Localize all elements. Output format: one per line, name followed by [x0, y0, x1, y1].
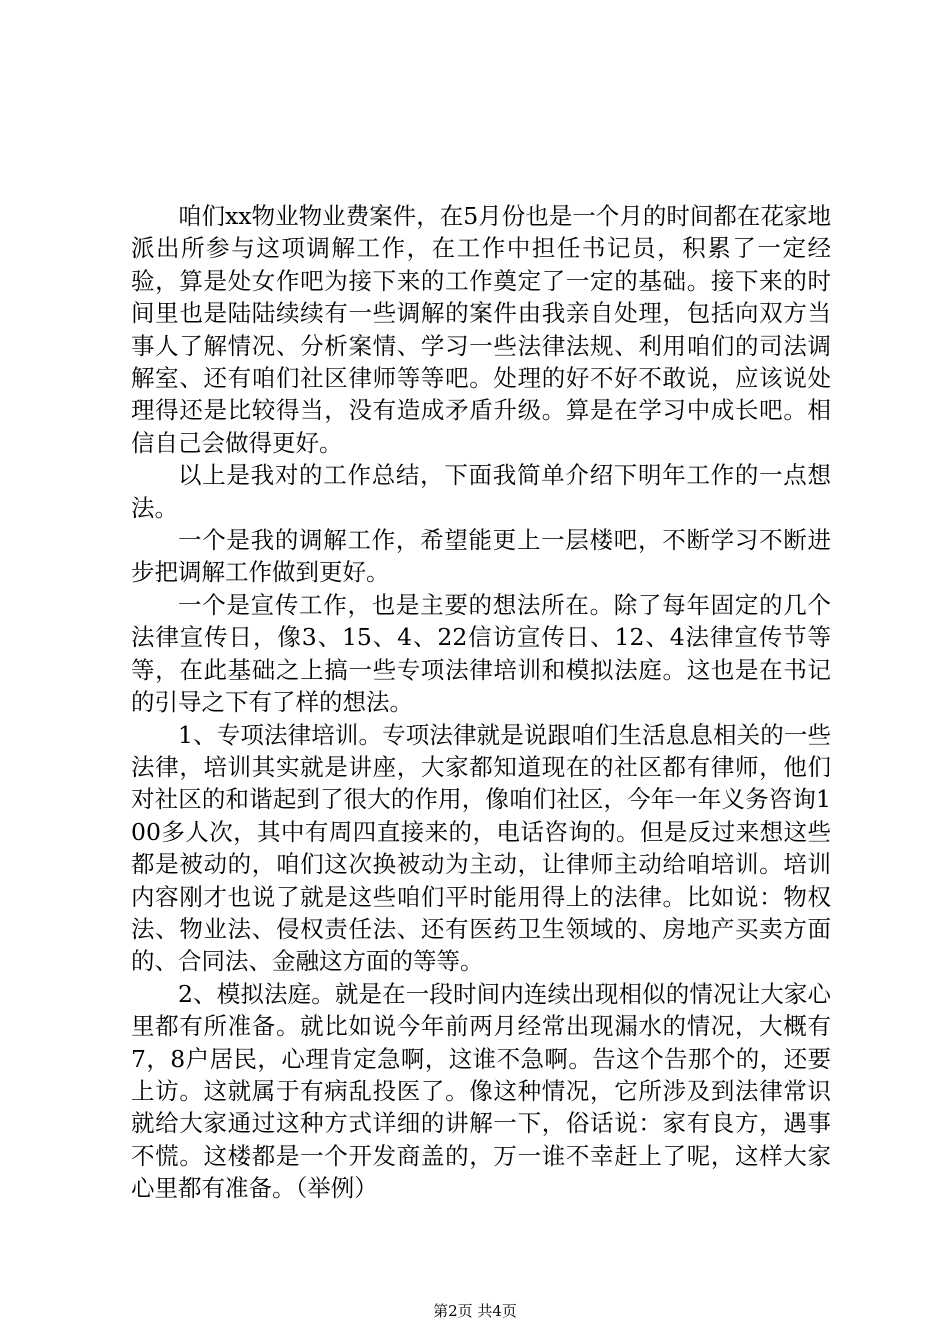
paragraph-legal-training: 1、专项法律培训。专项法律就是说跟咱们生活息息相关的一些法律，培训其实就是讲座，大家都知道现在的社区都有律师，他们对社区的和谐起到了很大的作用，像咱们社区，今年一年义务咨询100多人次，其中有周四直接来的，电话咨询的。但是反过来想这些都是被动的，咱们这次换被动为主动，让律师主动给咱培训。培训内容刚才也说了就是这些咱们平时能用得上的法律。比如说：物权法、物业法、侵权责任法、还有医药卫生领域的、房地产买卖方面的、合同法、金融这方面的等等。 — [131, 720, 831, 976]
paragraph-case-summary: 咱们xx物业物业费案件，在5月份也是一个月的时间都在花家地派出所参与这项调解工作，在工作中担任书记员，积累了一定经验，算是处女作吧为接下来的工作奠定了一定的基础。接下来的时间里也是陆陆续续有一些调解的案件由我亲自处理，包括向双方当事人了解情况、分析案情、学习一些法律法规、利用咱们的司法调解室、还有咱们社区律师等等吧。处理的好不好不敢说，应该说处理得还是比较得当，没有造成矛盾升级。算是在学习中成长吧。相信自己会做得更好。 — [131, 202, 831, 457]
page-footer: 第2页 共4页 — [433, 1302, 517, 1320]
document-body — [131, 200, 831, 1205]
paragraph-mock-court: 2、模拟法庭。就是在一段时间内连续出现相似的情况让大家心里都有所准备。就比如说今年前两月经常出现漏水的情况，大概有7，8户居民，心理肯定急啊，这谁不急啊。告这个告那个的，还要上访。这就属于有病乱投医了。像这种情况，它所涉及到法律常识就给大家通过这种方式详细的讲解一下，俗话说：家有良方，遇事不慌。这楼都是一个开发商盖的，万一谁不幸赶上了呢，这样大家心里都有准备。（举例） — [131, 979, 831, 1203]
paragraph-mediation-plan: 一个是我的调解工作，希望能更上一层楼吧，不断学习不断进步把调解工作做到更好。 — [131, 526, 831, 587]
paragraph-publicity-plan: 一个是宣传工作，也是主要的想法所在。除了每年固定的几个法律宣传日，像3、15、4、22信访宣传日、12、4法律宣传节等等，在此基础之上搞一些专项法律培训和模拟法庭。这也是在书记的引导之下有了样的想法。 — [131, 590, 831, 717]
paragraph-summary-transition: 以上是我对的工作总结，下面我简单介绍下明年工作的一点想法。 — [131, 461, 831, 522]
